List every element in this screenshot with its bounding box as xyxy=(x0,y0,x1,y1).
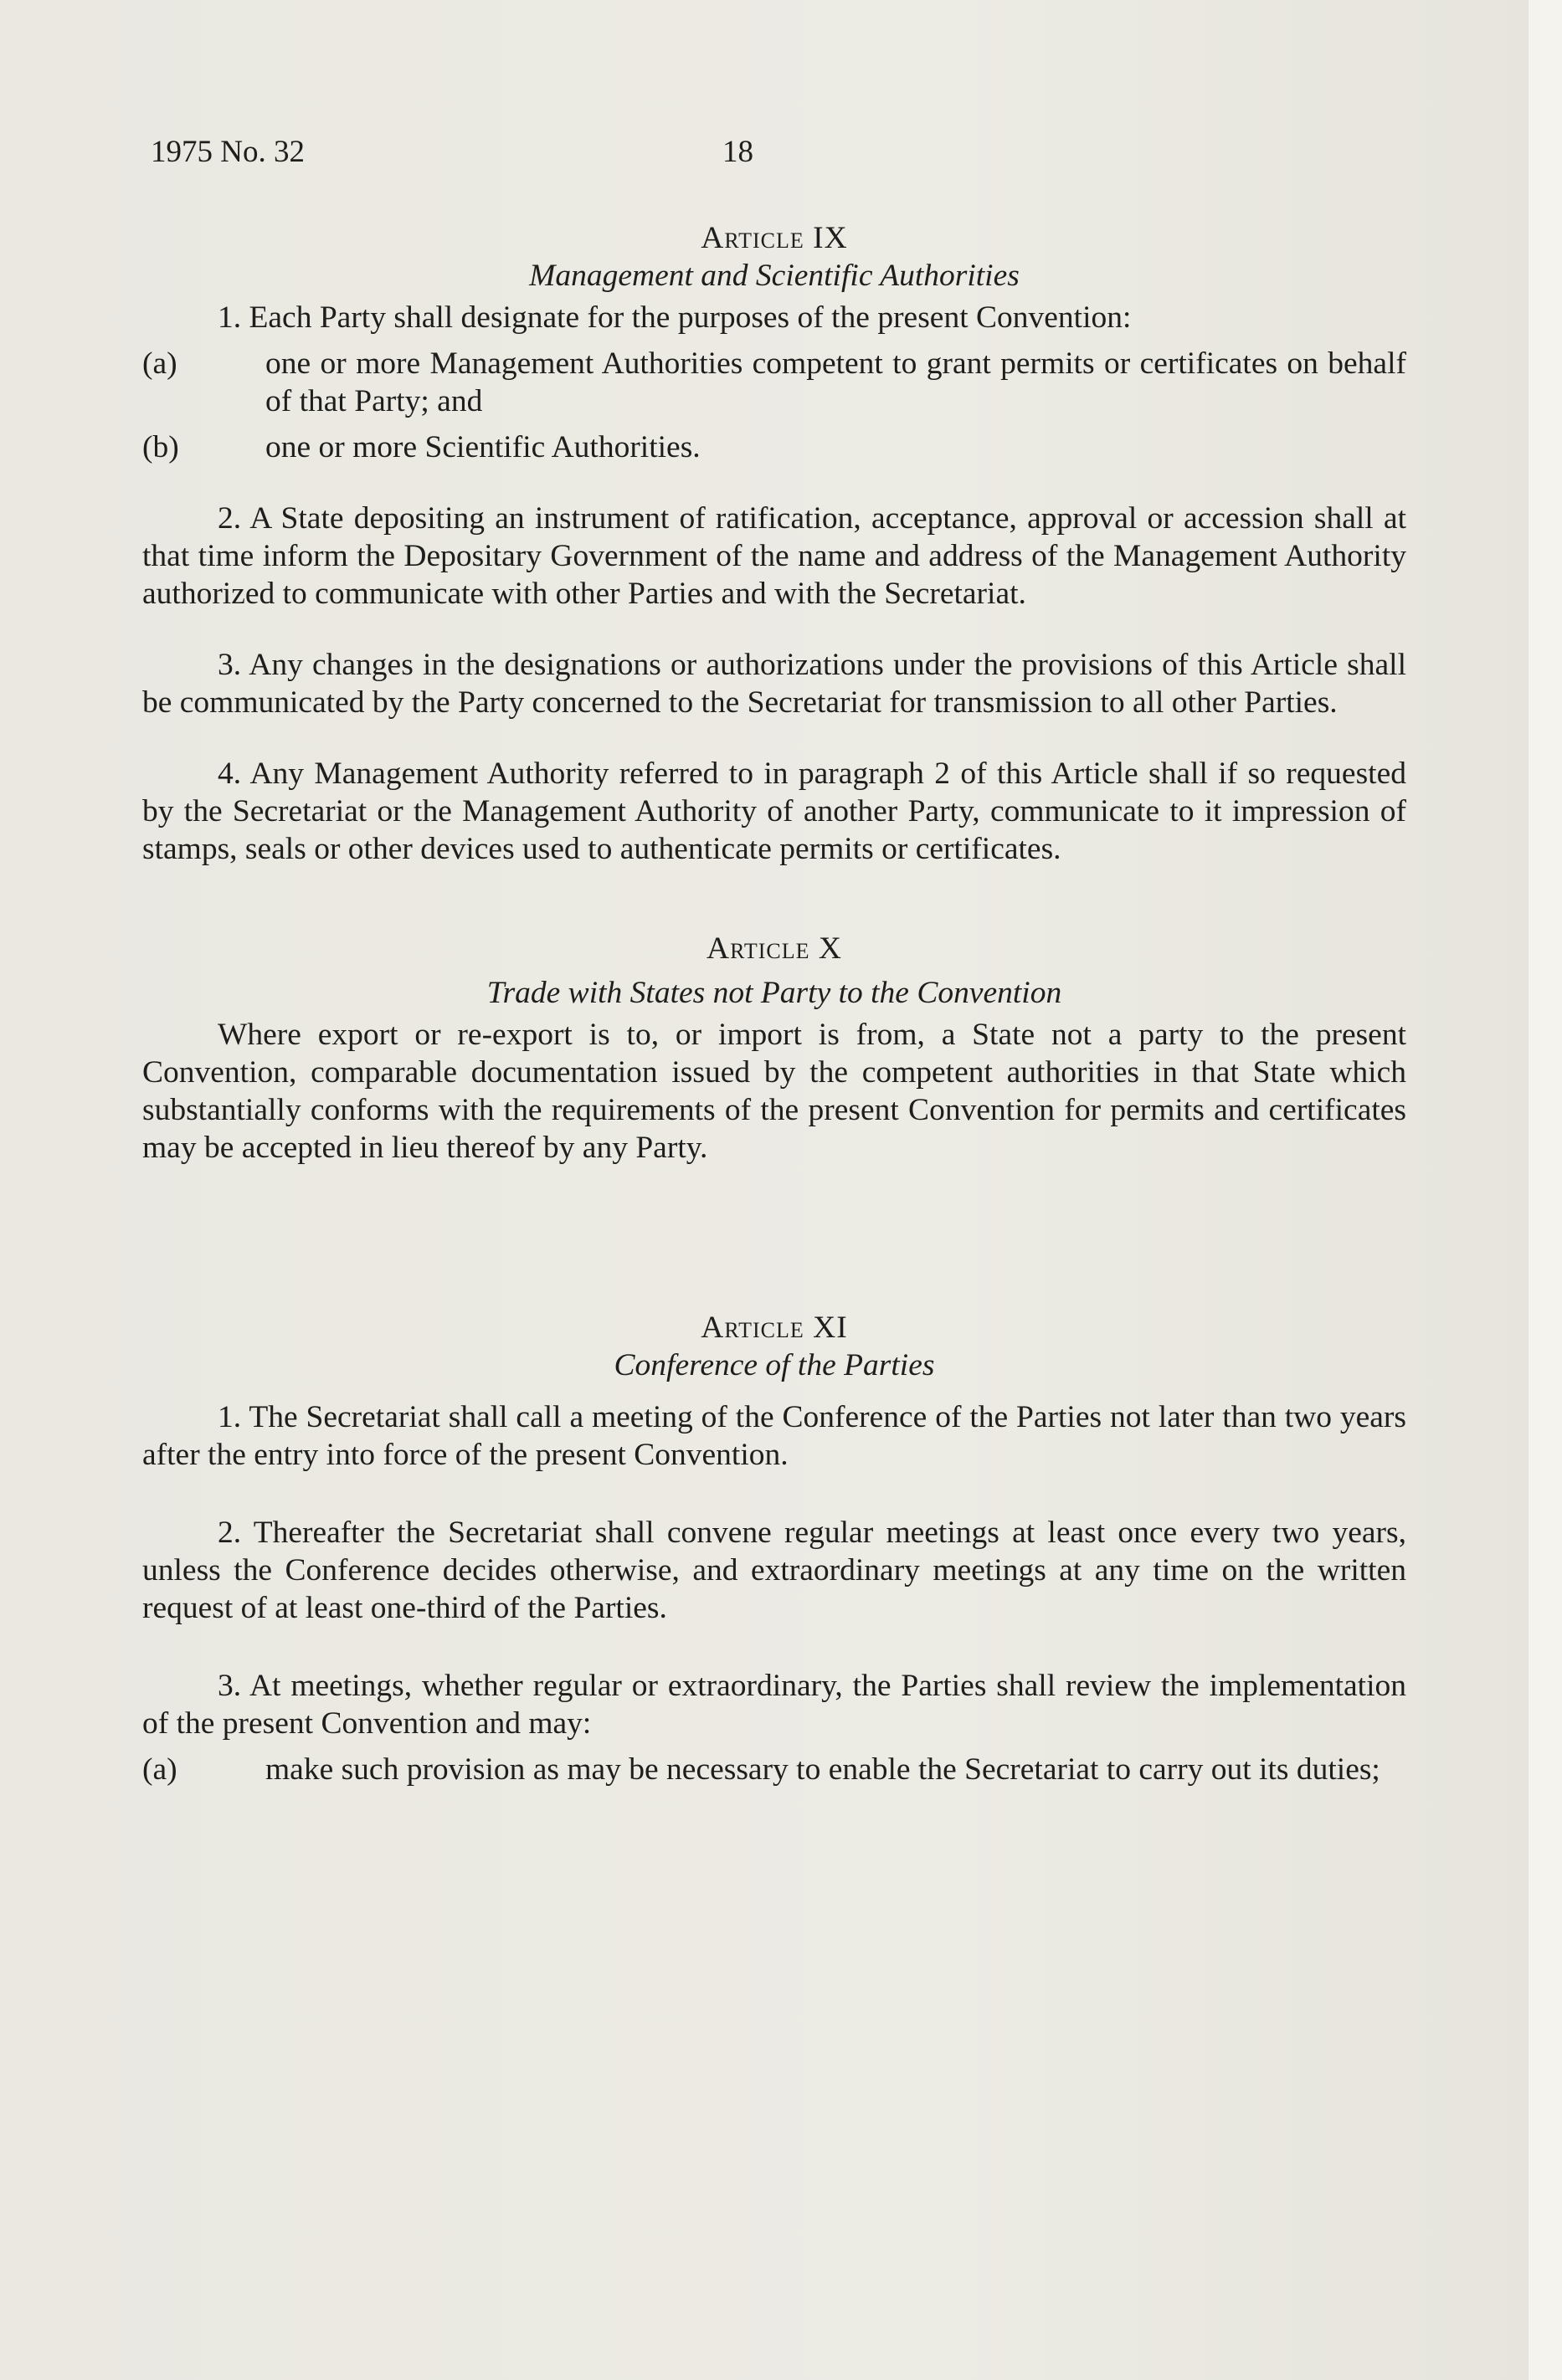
statute-reference: 1975 No. 32 xyxy=(151,135,305,169)
article-xi-paragraph-3: 3. At meetings, whether regular or extraordinary, the Parties shall review the implementation of the present Convention and may: xyxy=(142,1669,1406,1741)
article-ix-item-a xyxy=(142,345,1406,420)
page-header xyxy=(151,134,1406,176)
page-edge xyxy=(1529,0,1562,2380)
page-number: 18 xyxy=(722,135,753,169)
article-ix xyxy=(142,219,1406,868)
item-marker: (b) xyxy=(142,430,179,464)
article-ix-title: Article IX xyxy=(701,221,848,255)
article-ix-paragraph-2: 2. A State depositing an instrument of ratification, acceptance, approval or accession shall at that time inform the Depositary Government of the name and address of the Management Authority authorized to communicate with other Parties and with the Secretariat. xyxy=(142,501,1406,611)
item-marker: (a) xyxy=(142,1752,177,1787)
article-xi xyxy=(142,1309,1406,1788)
item-marker: (a) xyxy=(142,346,177,381)
article-x xyxy=(142,930,1406,1167)
article-xi-paragraph-1: 1. The Secretariat shall call a meeting of the Conference of the Parties not later than two years after the entry into force of the present Convention. xyxy=(142,1400,1406,1472)
article-xi-item-a xyxy=(142,1751,1406,1788)
item-text: one or more Scientific Authorities. xyxy=(265,430,701,464)
article-ix-subtitle: Management and Scientific Authorities xyxy=(529,259,1020,293)
item-text: make such provision as may be necessary to enable the Secretariat to carry out its duties; xyxy=(265,1752,1380,1787)
article-x-paragraph-1: Where export or re-export is to, or import is from, a State not a party to the present Convention, comparable documentation issued by the competent authorities in that State which substantially conforms with the requirements of the present Convention for permits and certificates may be accepted in lieu thereof by any Party. xyxy=(142,1018,1406,1165)
article-x-subtitle: Trade with States not Party to the Convention xyxy=(486,976,1062,1010)
document-body xyxy=(142,219,1406,1788)
article-ix-item-b xyxy=(142,428,1406,466)
item-text: one or more Management Authorities competent to grant permits or certificates on behalf of that Party; and xyxy=(265,346,1406,418)
article-ix-paragraph-4: 4. Any Management Authority referred to in paragraph 2 of this Article shall if so requested by the Secretariat or the Management Authority of another Party, communicate to it impression of stamps, seals or other devices used to authenticate permits or certificates. xyxy=(142,757,1406,866)
article-x-title: Article X xyxy=(706,931,842,966)
article-xi-title: Article XI xyxy=(701,1311,848,1345)
article-ix-paragraph-3: 3. Any changes in the designations or authorizations under the provisions of this Article shall be communicated by the Party concerned to the Secretariat for transmission to all other Parties. xyxy=(142,648,1406,720)
article-ix-paragraph-1: 1. Each Party shall designate for the purposes of the present Convention: xyxy=(218,300,1132,335)
article-xi-paragraph-2: 2. Thereafter the Secretariat shall convene regular meetings at least once every two years, unless the Conference decides otherwise, and extraordinary meetings at any time on the written request of at least one-third of the Parties. xyxy=(142,1516,1406,1625)
article-xi-subtitle: Conference of the Parties xyxy=(614,1348,935,1382)
